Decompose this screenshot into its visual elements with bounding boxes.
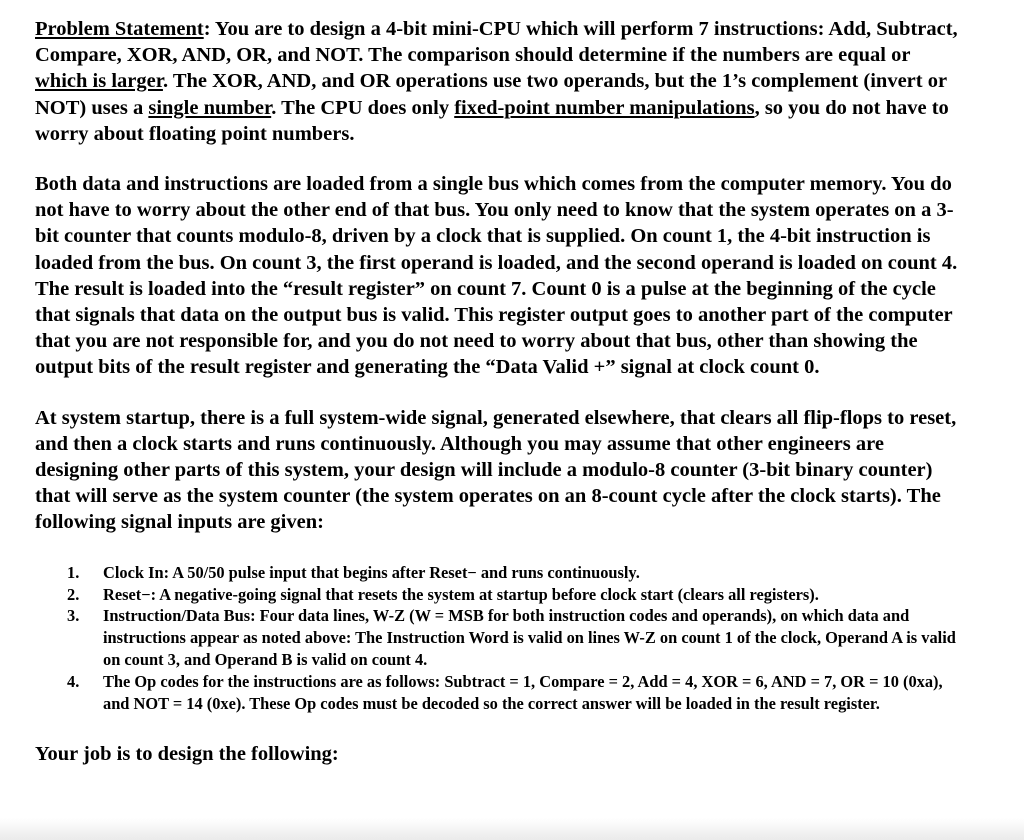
list-item-number: 2.	[67, 584, 80, 604]
bus-description-paragraph: Both data and instructions are loaded from a single bus which comes from the computer memory. You do not have to worry about the other end of that bus. You only need to know that the system operates on a 3-bit counter that counts modulo-8, driven by a clock that is supplied. On count 1, the 4-bit instruction is loaded from the bus. On count 3, the first operand is loaded, and the second operand is loaded on count 4. The result is loaded into the “result register” on count 7. Count 0 is a pulse at the beginning of the cycle that signals that data on the output bus is valid. This register output goes to another part of the computer that you are not responsible for, and you do not need to worry about that bus, other than showing the output bits of the result register and generating the “Data Valid +” signal at clock count 0.	[35, 173, 958, 379]
list-item	[67, 562, 964, 584]
problem-statement-text-2: . The XOR, AND, and OR operations use two operands, but the 1’s complement (invert or NOT) uses a	[35, 70, 947, 119]
startup-description-paragraph: At system startup, there is a full system-wide signal, generated elsewhere, that clears all flip-flops to reset, and then a clock starts and runs continuously. Although you may assume that other engineers are designing other parts of this system, your design will include a modulo-8 counter (3-bit binary counter) that will serve as the system counter (the system operates on an 8-count cycle after the clock starts). The following signal inputs are given:	[35, 406, 957, 534]
closing-line: Your job is to design the following:	[35, 743, 339, 765]
list-item-number: 3.	[67, 606, 80, 626]
problem-statement-paragraph	[35, 16, 964, 147]
list-item-text: Reset−: A negative-going signal that resets the system at startup before clock start (clears all registers).	[103, 584, 819, 604]
underlined-which-is-larger: which is larger	[35, 70, 163, 93]
bottom-shadow	[0, 818, 1024, 840]
list-item	[67, 671, 964, 715]
list-item-number: 1.	[67, 562, 80, 582]
problem-statement-text-3: . The CPU does only	[271, 96, 455, 119]
problem-statement-label: Problem Statement	[35, 18, 204, 40]
problem-statement-text-4: , so you do not have to worry about floating point numbers.	[35, 96, 949, 145]
list-item	[67, 584, 964, 606]
list-item-text: Clock In: A 50/50 pulse input that begins after Reset− and runs continuously.	[103, 562, 640, 582]
underlined-fixed-point: fixed-point number manipulations	[454, 96, 755, 119]
list-item-text: The Op codes for the instructions are as follows: Subtract = 1, Compare = 2, Add = 4, XOR = 6, AND = 7, OR = 10 (0xa), and NOT = 14 (0xe). These Op codes must be decoded so the correct answer will be loaded in the result register.	[103, 672, 943, 714]
list-item-text: Instruction/Data Bus: Four data lines, W-Z (W = MSB for both instruction codes and operands), on which data and instructions appear as noted above: The Instruction Word is valid on lines W-Z on count 1 of the clock, Operand A is valid on count 3, and Operand B is valid on count 4.	[103, 606, 956, 670]
list-item-number: 4.	[67, 672, 80, 692]
problem-statement-text-1: : You are to design a 4-bit mini-CPU which will perform 7 instructions: Add, Subtract, Compare, XOR, AND, OR, and NOT. The comparison should determine if the numbers are equal or	[35, 18, 958, 67]
list-item	[67, 605, 964, 671]
signal-inputs-list	[35, 562, 964, 715]
underlined-single-number: single number	[148, 96, 272, 119]
